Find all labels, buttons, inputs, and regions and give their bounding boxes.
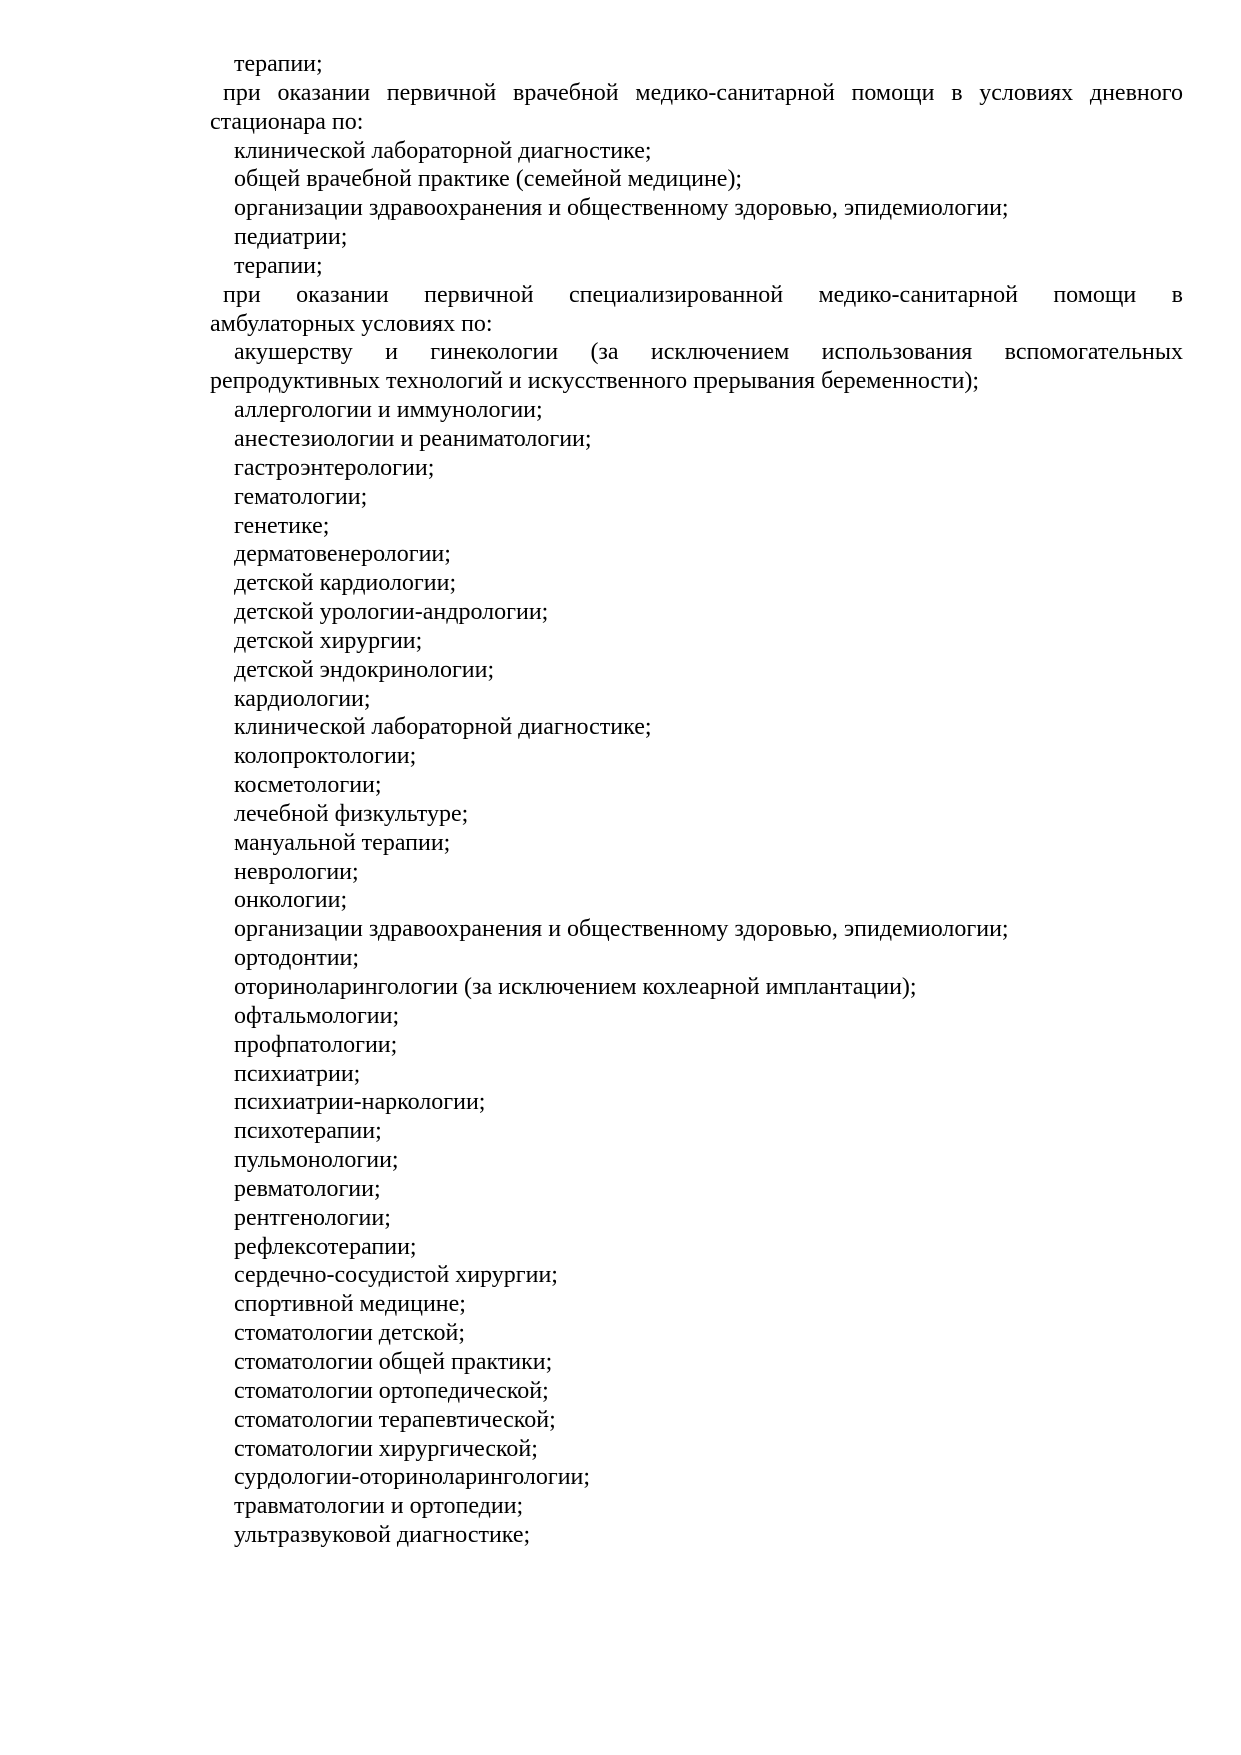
text-line: оториноларингологии (за исключением кохлеарной имплантации); [234,974,917,1000]
text-line: терапии; [234,51,323,77]
text-line: детской кардиологии; [234,570,457,597]
text-line: стоматологии хирургической; [234,1435,538,1462]
text-line: ревматологии; [234,1175,381,1202]
text-line: педиатрии; [234,224,348,251]
text-line: при оказании первичной специализированной медико-санитарной помощи в [223,281,1183,308]
text-line: репродуктивных технологий и искусственного прерывания беременности); [210,368,980,395]
text-line: мануальной терапии; [234,829,451,856]
text-line: психиатрии-наркологии; [234,1089,486,1116]
text-line: сурдологии-оториноларингологии; [234,1464,591,1491]
text-line: психиатрии; [234,1060,361,1087]
text-line: травматологии и ортопедии; [234,1493,524,1520]
text-line: детской эндокринологии; [234,656,495,683]
text-line: стоматологии детской; [234,1320,466,1347]
text-line: амбулаторных условиях по: [210,310,493,337]
text-line: офтальмологии; [234,1002,400,1029]
text-line: акушерству и гинекологии (за исключением использования вспомогательных [234,339,1183,366]
text-line: стационара по: [210,108,364,135]
text-line: психотерапии; [234,1118,382,1145]
text-line: гематологии; [234,483,368,510]
text-line: рентгенологии; [234,1204,391,1231]
text-line: детской урологии-андрологии; [234,599,549,626]
text-line: рефлексотерапии; [234,1233,417,1260]
text-line: пульмонологии; [234,1147,399,1174]
text-line: общей врачебной практике (семейной медицине); [234,166,743,193]
text-line: косметологии; [234,772,382,799]
text-line: клинической лабораторной диагностике; [234,137,652,164]
text-line: лечебной физкультуре; [234,800,469,827]
text-line: профпатологии; [234,1031,398,1058]
text-line: анестезиологии и реаниматологии; [234,425,592,452]
text-line: дерматовенерологии; [234,541,451,568]
text-line: кардиологии; [234,685,371,712]
text-line: клинической лабораторной диагностике; [234,714,652,741]
license-specialties-text-block [210,50,1183,1550]
text-line: ультразвуковой диагностике; [234,1522,531,1549]
text-line: спортивной медицине; [234,1291,466,1318]
text-line: ортодонтии; [234,945,360,972]
text-line: стоматологии ортопедической; [234,1377,549,1404]
text-line: стоматологии общей практики; [234,1348,553,1375]
text-line: детской хирургии; [234,627,423,654]
text-line: терапии; [234,252,323,279]
text-line: сердечно-сосудистой хирургии; [234,1262,558,1289]
text-line: аллергологии и иммунологии; [234,397,543,424]
text-line: при оказании первичной врачебной медико-санитарной помощи в условиях дневного [223,79,1183,106]
text-line: организации здравоохранения и общественному здоровью, эпидемиологии; [234,916,1009,943]
text-line: генетике; [234,512,330,539]
text-line: организации здравоохранения и общественному здоровью, эпидемиологии; [234,195,1009,222]
text-line: онкологии; [234,887,348,914]
text-line: колопроктологии; [234,743,417,770]
text-line: гастроэнтерологии; [234,454,435,481]
text-line: стоматологии терапевтической; [234,1406,556,1433]
text-line: неврологии; [234,858,359,885]
